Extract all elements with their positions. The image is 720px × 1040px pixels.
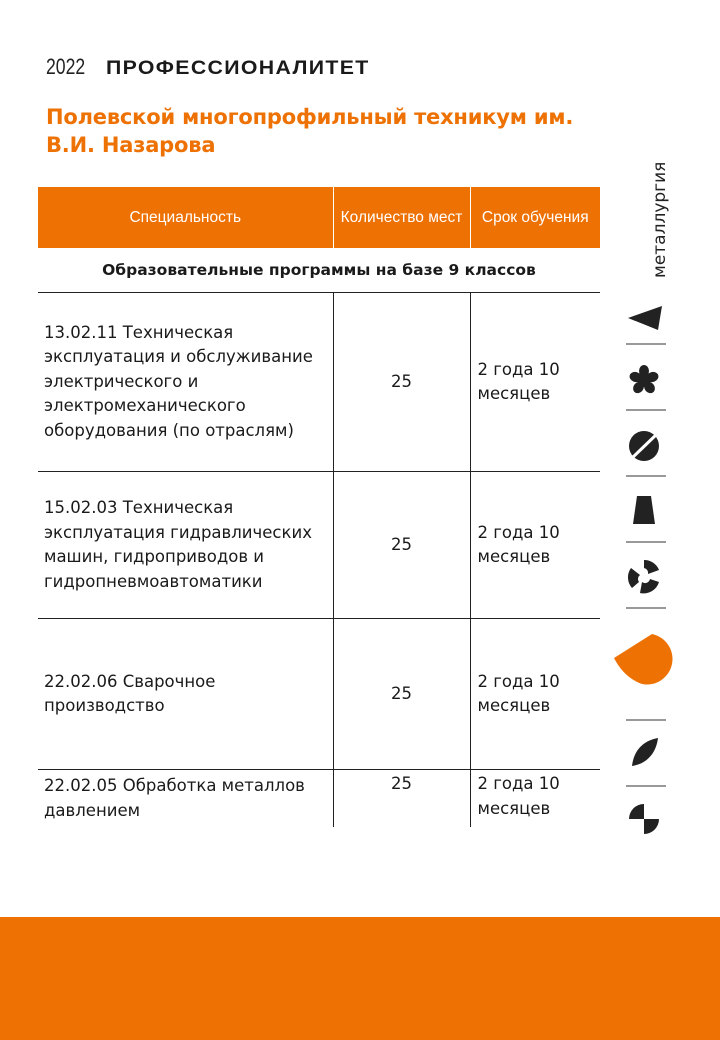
table-row bbox=[38, 619, 600, 770]
brand-logo-text: ПРОФЕССИОНАЛИТЕТ bbox=[106, 58, 370, 79]
side-category-label: металлургия bbox=[650, 161, 670, 278]
split-circle-icon bbox=[629, 431, 659, 461]
leaf-icon bbox=[632, 738, 658, 766]
table-row bbox=[38, 770, 600, 828]
table-row bbox=[38, 293, 600, 472]
programs-table bbox=[38, 187, 600, 827]
swirl-icon bbox=[628, 560, 659, 593]
study-duration: 2 года 10 месяцев bbox=[470, 472, 600, 619]
category-icons bbox=[612, 292, 682, 852]
section-heading: Образовательные программы на базе 9 классов bbox=[38, 248, 600, 293]
specialty-name: 15.02.03 Техническая эксплуатация гидравлических машин, гидроприводов и гидропневмоавтоматики bbox=[38, 472, 333, 619]
table-header-row bbox=[38, 187, 600, 248]
seats-count: 25 bbox=[333, 293, 470, 472]
drop-icon bbox=[614, 634, 672, 684]
page-title: Полевской многопрофильный техникум им. В.И. Назарова bbox=[46, 105, 574, 157]
study-duration: 2 года 10 месяцев bbox=[470, 293, 600, 472]
column-header-seats: Количество мест bbox=[333, 187, 470, 248]
study-duration: 2 года 10 месяцев bbox=[470, 619, 600, 770]
section-heading-row bbox=[38, 248, 600, 293]
specialty-name: 13.02.11 Техническая эксплуатация и обслуживание электрического и электромеханического оборудования (по отраслям) bbox=[38, 293, 333, 472]
bell-shape-icon bbox=[633, 496, 655, 524]
column-header-specialty: Специальность bbox=[38, 187, 333, 248]
seats-count: 25 bbox=[333, 619, 470, 770]
flower-icon bbox=[628, 365, 660, 395]
seats-count: 25 bbox=[333, 472, 470, 619]
quarter-circles-icon bbox=[629, 804, 659, 834]
seats-count: 25 bbox=[333, 770, 470, 828]
specialty-name: 22.02.06 Сварочное производство bbox=[38, 619, 333, 770]
category-icons-column bbox=[612, 292, 682, 852]
year-label: 2022 bbox=[46, 54, 86, 79]
triangle-icon bbox=[628, 306, 662, 330]
specialty-name: 22.02.05 Обработка металлов давлением bbox=[44, 776, 305, 820]
footer-band bbox=[0, 917, 720, 1040]
table-row bbox=[38, 472, 600, 619]
column-header-duration: Срок обучения bbox=[470, 187, 600, 248]
study-duration: 2 года 10 месяцев bbox=[470, 770, 600, 828]
